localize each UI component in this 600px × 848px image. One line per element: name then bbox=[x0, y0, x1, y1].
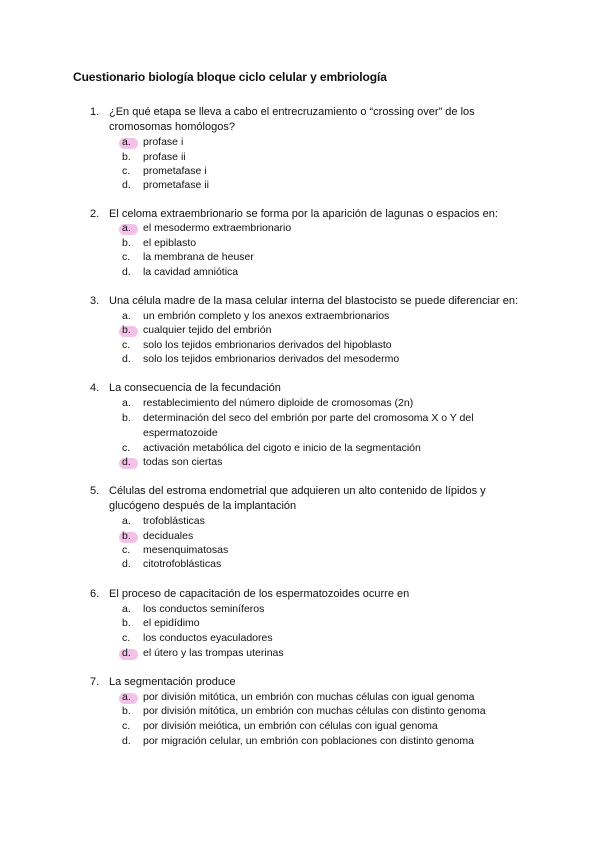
option-text: restablecimiento del número diploide de cromosomas (2n) bbox=[143, 397, 414, 409]
document-title: Cuestionario biología bloque ciclo celular y embriología bbox=[73, 70, 387, 84]
option-letter: c. bbox=[122, 632, 131, 644]
option-text: un embrión completo y los anexos extraembrionarios bbox=[143, 310, 390, 322]
option-b[interactable] bbox=[0, 616, 600, 631]
option-b[interactable] bbox=[0, 236, 600, 251]
option-c[interactable] bbox=[0, 164, 600, 179]
option-letter: d. bbox=[122, 558, 131, 570]
option-letter: d. bbox=[122, 735, 131, 747]
option-c[interactable] bbox=[0, 719, 600, 734]
option-d[interactable] bbox=[0, 646, 600, 661]
question-text: La segmentación produce bbox=[109, 676, 236, 688]
option-c[interactable] bbox=[0, 338, 600, 353]
question-number: 6. bbox=[90, 588, 100, 600]
option-c[interactable] bbox=[0, 543, 600, 558]
option-b[interactable] bbox=[0, 150, 600, 165]
option-letter: c. bbox=[122, 544, 131, 556]
question-number: 4. bbox=[90, 382, 100, 394]
option-text: el epidídimo bbox=[143, 617, 200, 629]
option-a[interactable] bbox=[0, 221, 600, 236]
option-text: mesenquimatosas bbox=[143, 544, 229, 556]
option-c[interactable] bbox=[0, 631, 600, 646]
question-text: El proceso de capacitación de los espermatozoides ocurre en bbox=[109, 588, 410, 600]
option-text: por división meiótica, un embrión con células con igual genoma bbox=[143, 720, 438, 732]
question-number: 5. bbox=[90, 485, 100, 497]
option-a[interactable] bbox=[0, 602, 600, 617]
option-d[interactable] bbox=[0, 734, 600, 749]
option-letter-selected: a. bbox=[122, 221, 138, 236]
option-d[interactable] bbox=[0, 455, 600, 470]
question-text: ¿En qué etapa se lleva a cabo el entrecruzamiento o “crossing over” de los cromosomas homólogos? bbox=[109, 106, 475, 133]
option-text: citotrofoblásticas bbox=[143, 558, 222, 570]
option-text: la membrana de heuser bbox=[143, 251, 254, 263]
option-text: la cavidad amniótica bbox=[143, 266, 239, 278]
option-text: solo los tejidos embrionarios derivados del mesodermo bbox=[143, 353, 400, 365]
option-letter-selected: b. bbox=[122, 529, 138, 544]
question-text: La consecuencia de la fecundación bbox=[109, 382, 281, 394]
option-letter-selected: a. bbox=[122, 135, 138, 150]
option-a[interactable] bbox=[0, 514, 600, 529]
option-a[interactable] bbox=[0, 396, 600, 411]
option-letter: b. bbox=[122, 705, 131, 717]
option-text: los conductos seminíferos bbox=[143, 603, 265, 615]
option-d[interactable] bbox=[0, 352, 600, 367]
option-text: trofoblásticas bbox=[143, 515, 205, 527]
option-text: por división mitótica, un embrión con muchas células con distinto genoma bbox=[143, 705, 486, 717]
option-text: profase ii bbox=[143, 151, 186, 163]
option-text: por migración celular, un embrión con poblaciones con distinto genoma bbox=[143, 735, 474, 747]
option-d[interactable] bbox=[0, 265, 600, 280]
option-letter: b. bbox=[122, 237, 131, 249]
option-letter: d. bbox=[122, 353, 131, 365]
option-letter: a. bbox=[122, 310, 131, 322]
option-a[interactable] bbox=[0, 135, 600, 150]
question-text: Una célula madre de la masa celular interna del blastocisto se puede diferenciar en: bbox=[109, 295, 519, 307]
option-letter: a. bbox=[122, 603, 131, 615]
option-text: solo los tejidos embrionarios derivados del hipoblasto bbox=[143, 339, 392, 351]
option-d[interactable] bbox=[0, 557, 600, 572]
option-letter: c. bbox=[122, 442, 131, 454]
option-c[interactable] bbox=[0, 250, 600, 265]
option-text: profase i bbox=[143, 136, 184, 148]
option-b[interactable] bbox=[0, 704, 600, 719]
option-a[interactable] bbox=[0, 690, 600, 705]
option-letter-selected: a. bbox=[122, 690, 138, 705]
option-text: todas son ciertas bbox=[143, 456, 223, 468]
option-letter-selected: d. bbox=[122, 455, 138, 470]
question-number: 3. bbox=[90, 295, 100, 307]
option-text: determinación del seco del embrión por parte del cromosoma X o Y del espermatozoide bbox=[143, 412, 474, 439]
option-text: los conductos eyaculadores bbox=[143, 632, 273, 644]
option-text: prometafase ii bbox=[143, 179, 209, 191]
option-b[interactable] bbox=[0, 323, 600, 338]
option-text: prometafase i bbox=[143, 165, 207, 177]
option-letter: c. bbox=[122, 720, 131, 732]
question-number: 7. bbox=[90, 676, 100, 688]
option-b[interactable] bbox=[0, 411, 600, 441]
option-text: activación metabólica del cigoto e inicio de la segmentación bbox=[143, 442, 421, 454]
option-text: cualquier tejido del embrión bbox=[143, 324, 272, 336]
question-text: El celoma extraembrionario se forma por la aparición de lagunas o espacios en: bbox=[109, 208, 498, 220]
question-number: 1. bbox=[90, 106, 100, 118]
option-letter: d. bbox=[122, 179, 131, 191]
option-letter-selected: d. bbox=[122, 646, 138, 661]
option-text: deciduales bbox=[143, 530, 194, 542]
option-a[interactable] bbox=[0, 309, 600, 324]
option-text: el epiblasto bbox=[143, 237, 197, 249]
option-letter: c. bbox=[122, 339, 131, 351]
option-letter: c. bbox=[122, 251, 131, 263]
option-letter: b. bbox=[122, 617, 131, 629]
option-letter: b. bbox=[122, 151, 131, 163]
option-text: el mesodermo extraembrionario bbox=[143, 222, 292, 234]
question-text: Células del estroma endometrial que adquieren un alto contenido de lípidos y glucógeno después de la implantación bbox=[109, 485, 486, 512]
option-text: el útero y las trompas uterinas bbox=[143, 647, 284, 659]
option-letter-selected: b. bbox=[122, 323, 138, 338]
option-letter: a. bbox=[122, 397, 131, 409]
option-letter: d. bbox=[122, 266, 131, 278]
option-c[interactable] bbox=[0, 441, 600, 456]
option-letter: c. bbox=[122, 165, 131, 177]
question-number: 2. bbox=[90, 208, 100, 220]
option-d[interactable] bbox=[0, 178, 600, 193]
option-text: por división mitótica, un embrión con muchas células con igual genoma bbox=[143, 691, 475, 703]
option-letter: a. bbox=[122, 515, 131, 527]
option-letter: b. bbox=[122, 412, 131, 424]
option-b[interactable] bbox=[0, 529, 600, 544]
